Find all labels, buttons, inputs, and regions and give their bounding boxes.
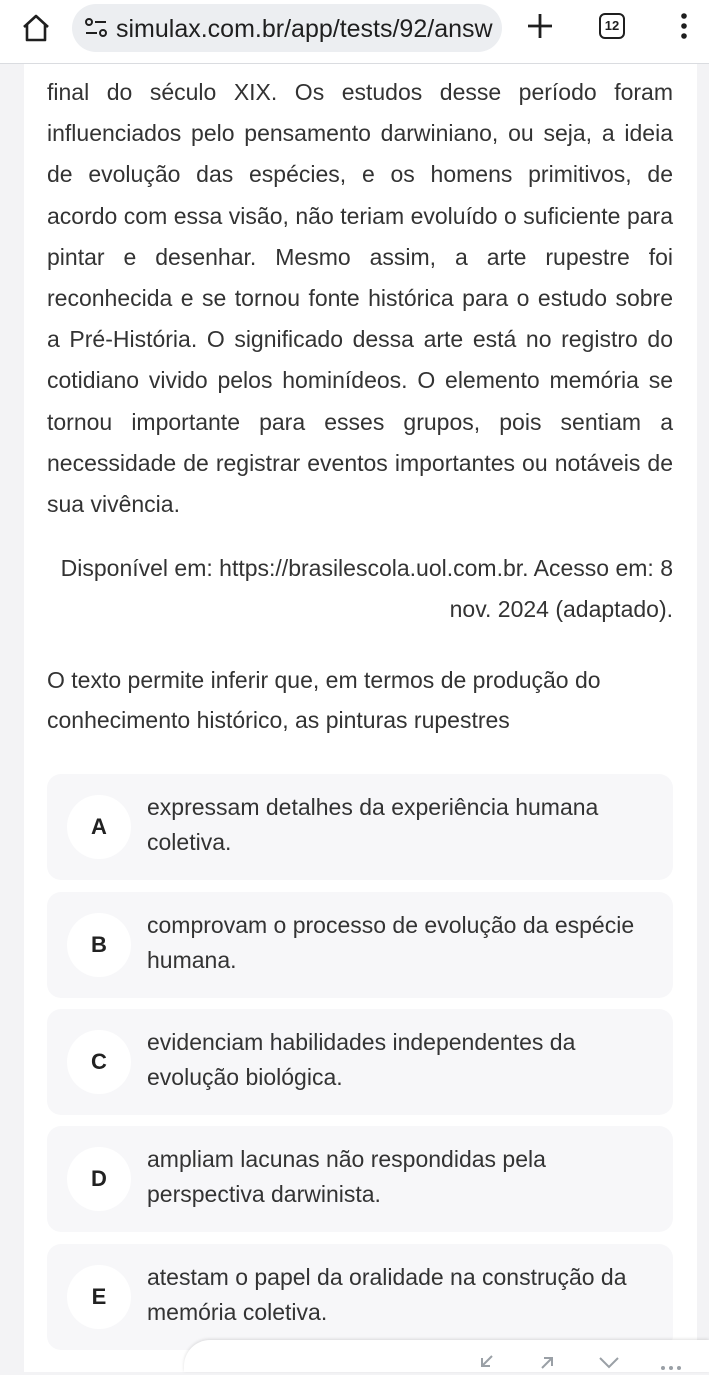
plus-icon[interactable] <box>520 6 560 46</box>
chevron-down-icon[interactable] <box>598 1354 620 1370</box>
option-b[interactable] <box>47 892 673 998</box>
option-letter: D <box>67 1147 131 1211</box>
passage-text: final do século XIX. Os estudos desse período foram influenciados pelo pensamento darwiniano, ou seja, a ideia de evolução das espécies, e os homens primitivos, de acordo com essa visão, não teriam evoluído o suficiente para pintar e desenhar. Mesmo assim, a arte rupestre foi reconhecida e se tornou fonte histórica para o estudo sobre a Pré-História. O significado dessa arte está no registro do cotidiano vivido pelos hominídeos. O elemento memória se tornou importante para esses grupos, pois sentiam a necessidade de registrar eventos importantes ou notáveis de sua vivência. <box>47 79 673 518</box>
more-vert-icon[interactable] <box>672 8 696 44</box>
address-bar[interactable] <box>72 4 502 52</box>
tab-switcher-button[interactable] <box>596 10 628 42</box>
option-text: ampliam lacunas não respondidas pela perspectiva darwinista. <box>147 1146 546 1207</box>
question-prompt: O texto permite inferir que, em termos de produção do conhecimento histórico, as pinturas rupestres <box>47 667 601 733</box>
option-e[interactable] <box>47 1244 673 1350</box>
browser-toolbar <box>0 0 709 64</box>
site-settings-icon[interactable] <box>84 16 110 40</box>
option-text: comprovam o processo de evolução da espécie humana. <box>147 912 635 973</box>
option-letter: A <box>67 795 131 859</box>
option-letter: C <box>67 1030 131 1094</box>
more-horiz-icon[interactable] <box>660 1354 682 1370</box>
home-icon[interactable] <box>18 10 54 46</box>
option-text: evidenciam habilidades independentes da evolução biológica. <box>147 1029 576 1090</box>
bottom-nav-sheet <box>184 1340 709 1372</box>
tab-count: 12 <box>599 13 625 39</box>
option-letter: B <box>67 913 131 977</box>
option-d[interactable] <box>47 1126 673 1232</box>
arrow-down-left-icon[interactable] <box>476 1354 498 1370</box>
source-citation: Disponível em: https://brasilescola.uol.com.br. Acesso em: 8 nov. 2024 (adaptado). <box>60 555 673 622</box>
arrow-up-right-icon[interactable] <box>536 1354 558 1370</box>
option-letter: E <box>67 1265 131 1329</box>
option-c[interactable] <box>47 1009 673 1115</box>
option-text: expressam detalhes da experiência humana coletiva. <box>147 794 599 855</box>
option-a[interactable] <box>47 774 673 880</box>
url-text[interactable]: simulax.com.br/app/tests/92/answ <box>116 16 493 42</box>
question-card <box>24 64 697 1372</box>
option-text: atestam o papel da oralidade na construção da memória coletiva. <box>147 1264 627 1325</box>
